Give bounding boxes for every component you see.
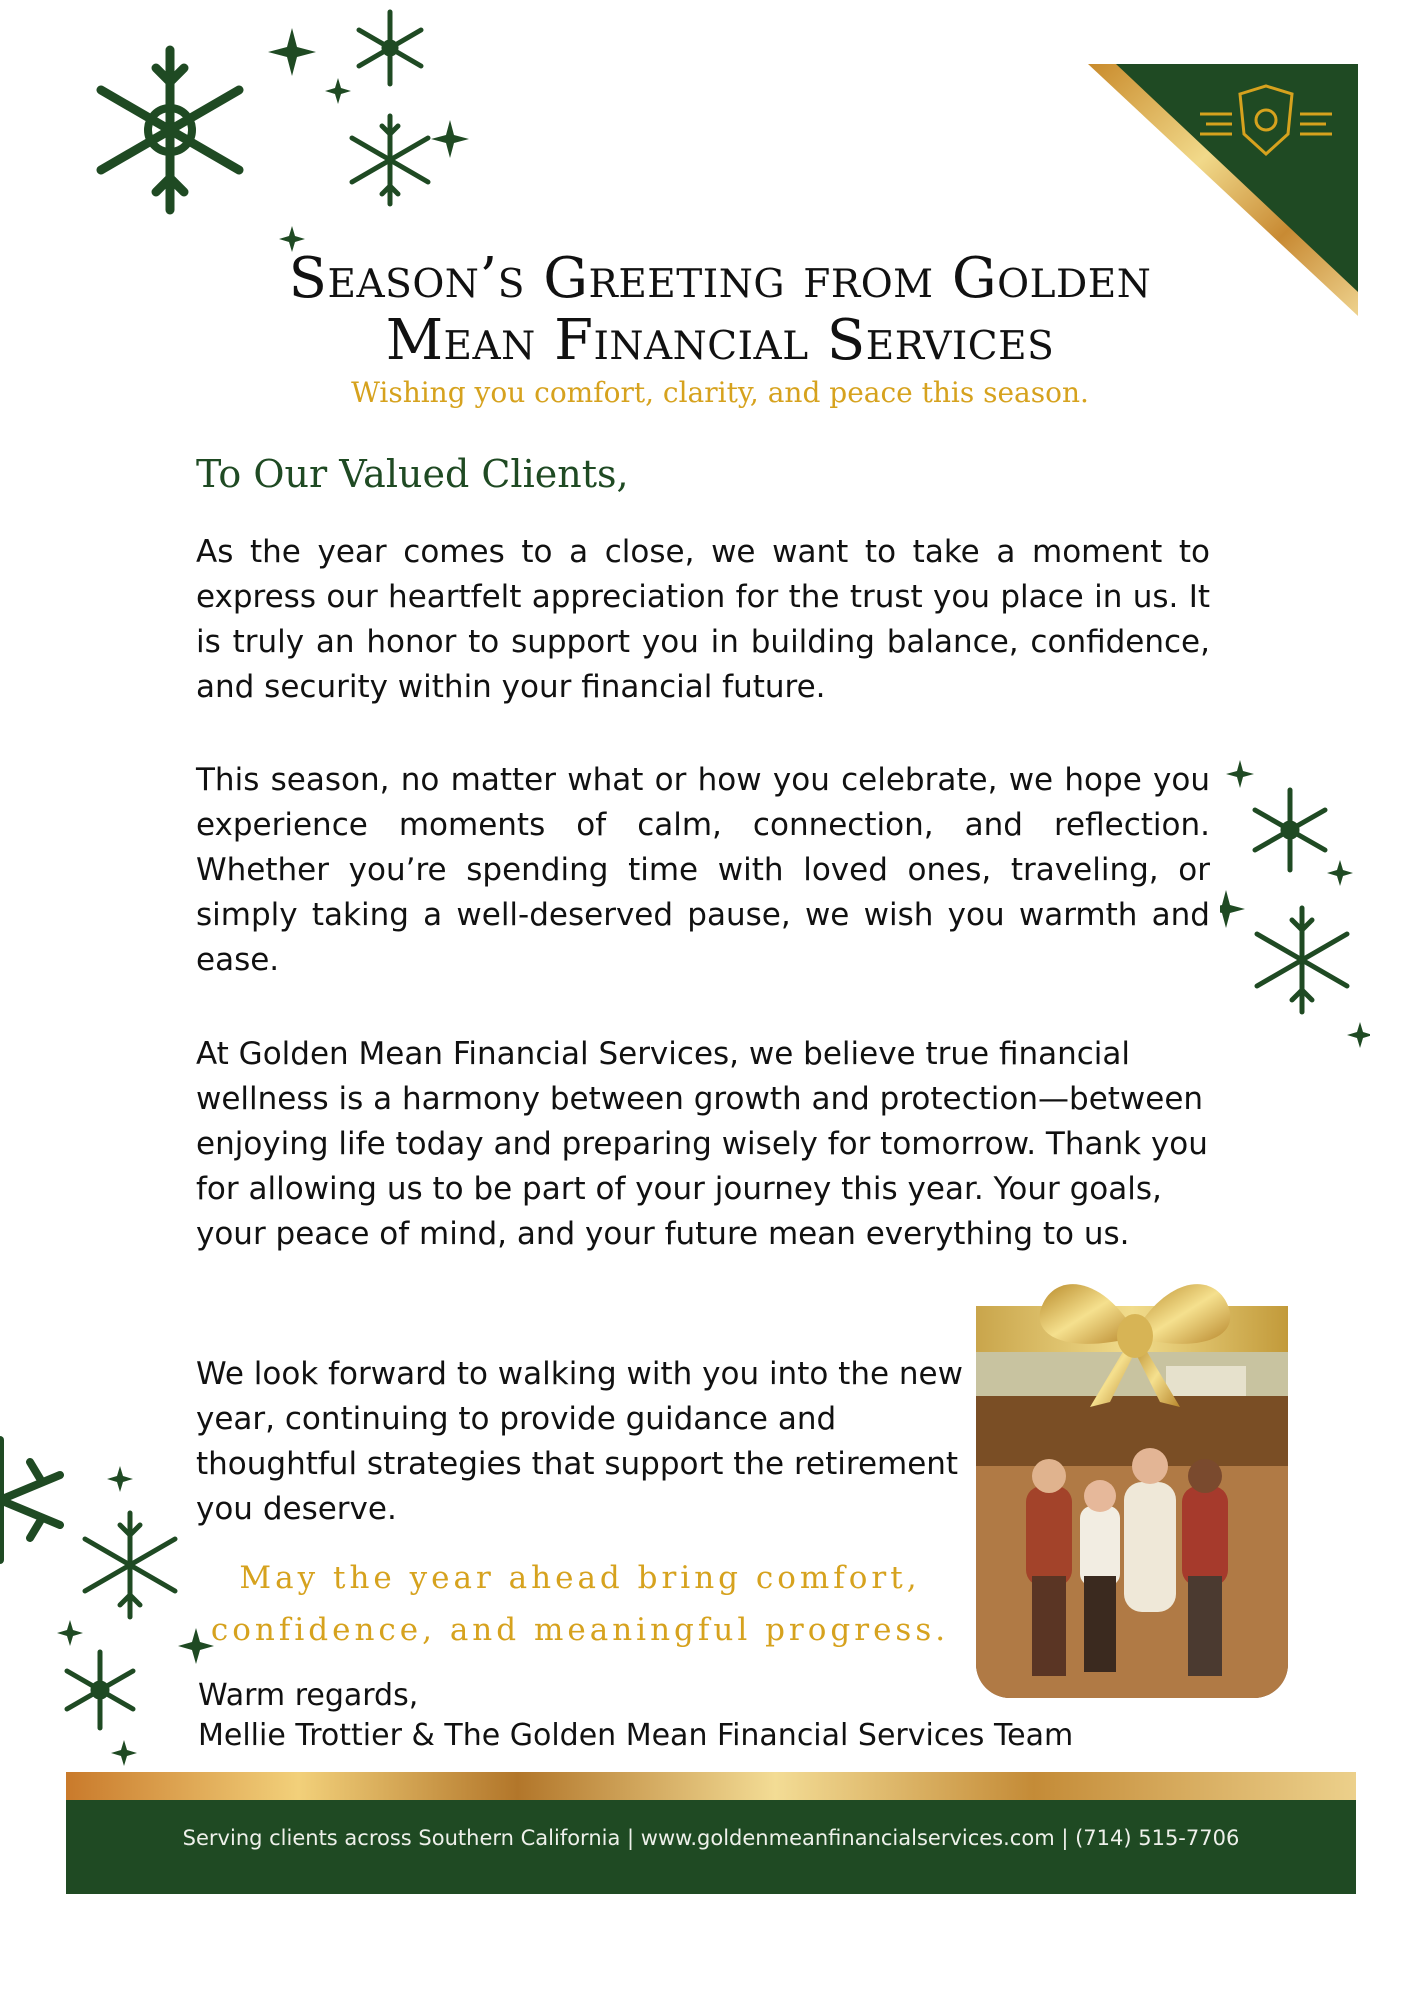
footer-contact-text: Serving clients across Southern California | www.goldenmeanfinancialservices.com | (714) 515-7706 [182, 1826, 1240, 1850]
page-title [150, 248, 1290, 372]
letter-paragraph-1: As the year comes to a close, we want to take a moment to express our heartfelt appreciation for the trust you place in us. It is truly an honor to support you in building balance, confidence, and security within your financial future. [196, 534, 1210, 705]
gift-bow-icon [1030, 1262, 1240, 1412]
title-line-1: Season’s Greeting from Golden [288, 246, 1152, 311]
snowflake-cluster-right [1220, 760, 1370, 1050]
snowflake-cluster-top-left [60, 0, 480, 260]
sparkle-star-icon [57, 1466, 214, 1766]
title-line-2: Mean Financial Services [385, 308, 1055, 373]
letter-salutation: To Our Valued Clients, [196, 452, 629, 496]
page-subtitle: Wishing you comfort, clarity, and peace this season. [351, 376, 1089, 409]
sparkle-star-icon [1220, 760, 1370, 1048]
snowflake-icon [352, 12, 428, 204]
letter-paragraph-3: At Golden Mean Financial Services, we believe true financial wellness is a harmony between growth and protection—between enjoying life today and preparing wisely for tomorrow. Thank you for allowing us to be part of your journey this year. Your goals, your peace of mind, and your future mean everything to us. [196, 1036, 1208, 1252]
snowflake-icon [0, 1440, 60, 1560]
closing-line-1: May the year ahead bring comfort, [239, 1560, 921, 1596]
letter-paragraph-2: This season, no matter what or how you celebrate, we hope you experience moments of calm, connection, and reflection. Whether you’re spending time with loved ones, traveling, or simply taking a well-deserved pause, we wish you warmth and ease. [196, 762, 1210, 978]
snowflake-icon [1255, 790, 1347, 1012]
snowflake-icon [101, 50, 239, 210]
closing-line-2: confidence, and meaningful progress. [210, 1612, 950, 1648]
footer-gold-strip [66, 1772, 1356, 1800]
snowflake-icon [67, 1513, 175, 1728]
letter-paragraph-4: We look forward to walking with you into the new year, continuing to provide guidance and thoughtful strategies that support the retirement you deserve. [196, 1356, 963, 1527]
closing-wish [200, 1552, 960, 1656]
signature-text: Mellie Trottier & The Golden Mean Financial Services Team [198, 1718, 1074, 1753]
regards-text: Warm regards, [198, 1678, 419, 1713]
snowflake-cluster-bottom-left [0, 1400, 220, 1770]
signature-block [198, 1676, 1073, 1756]
